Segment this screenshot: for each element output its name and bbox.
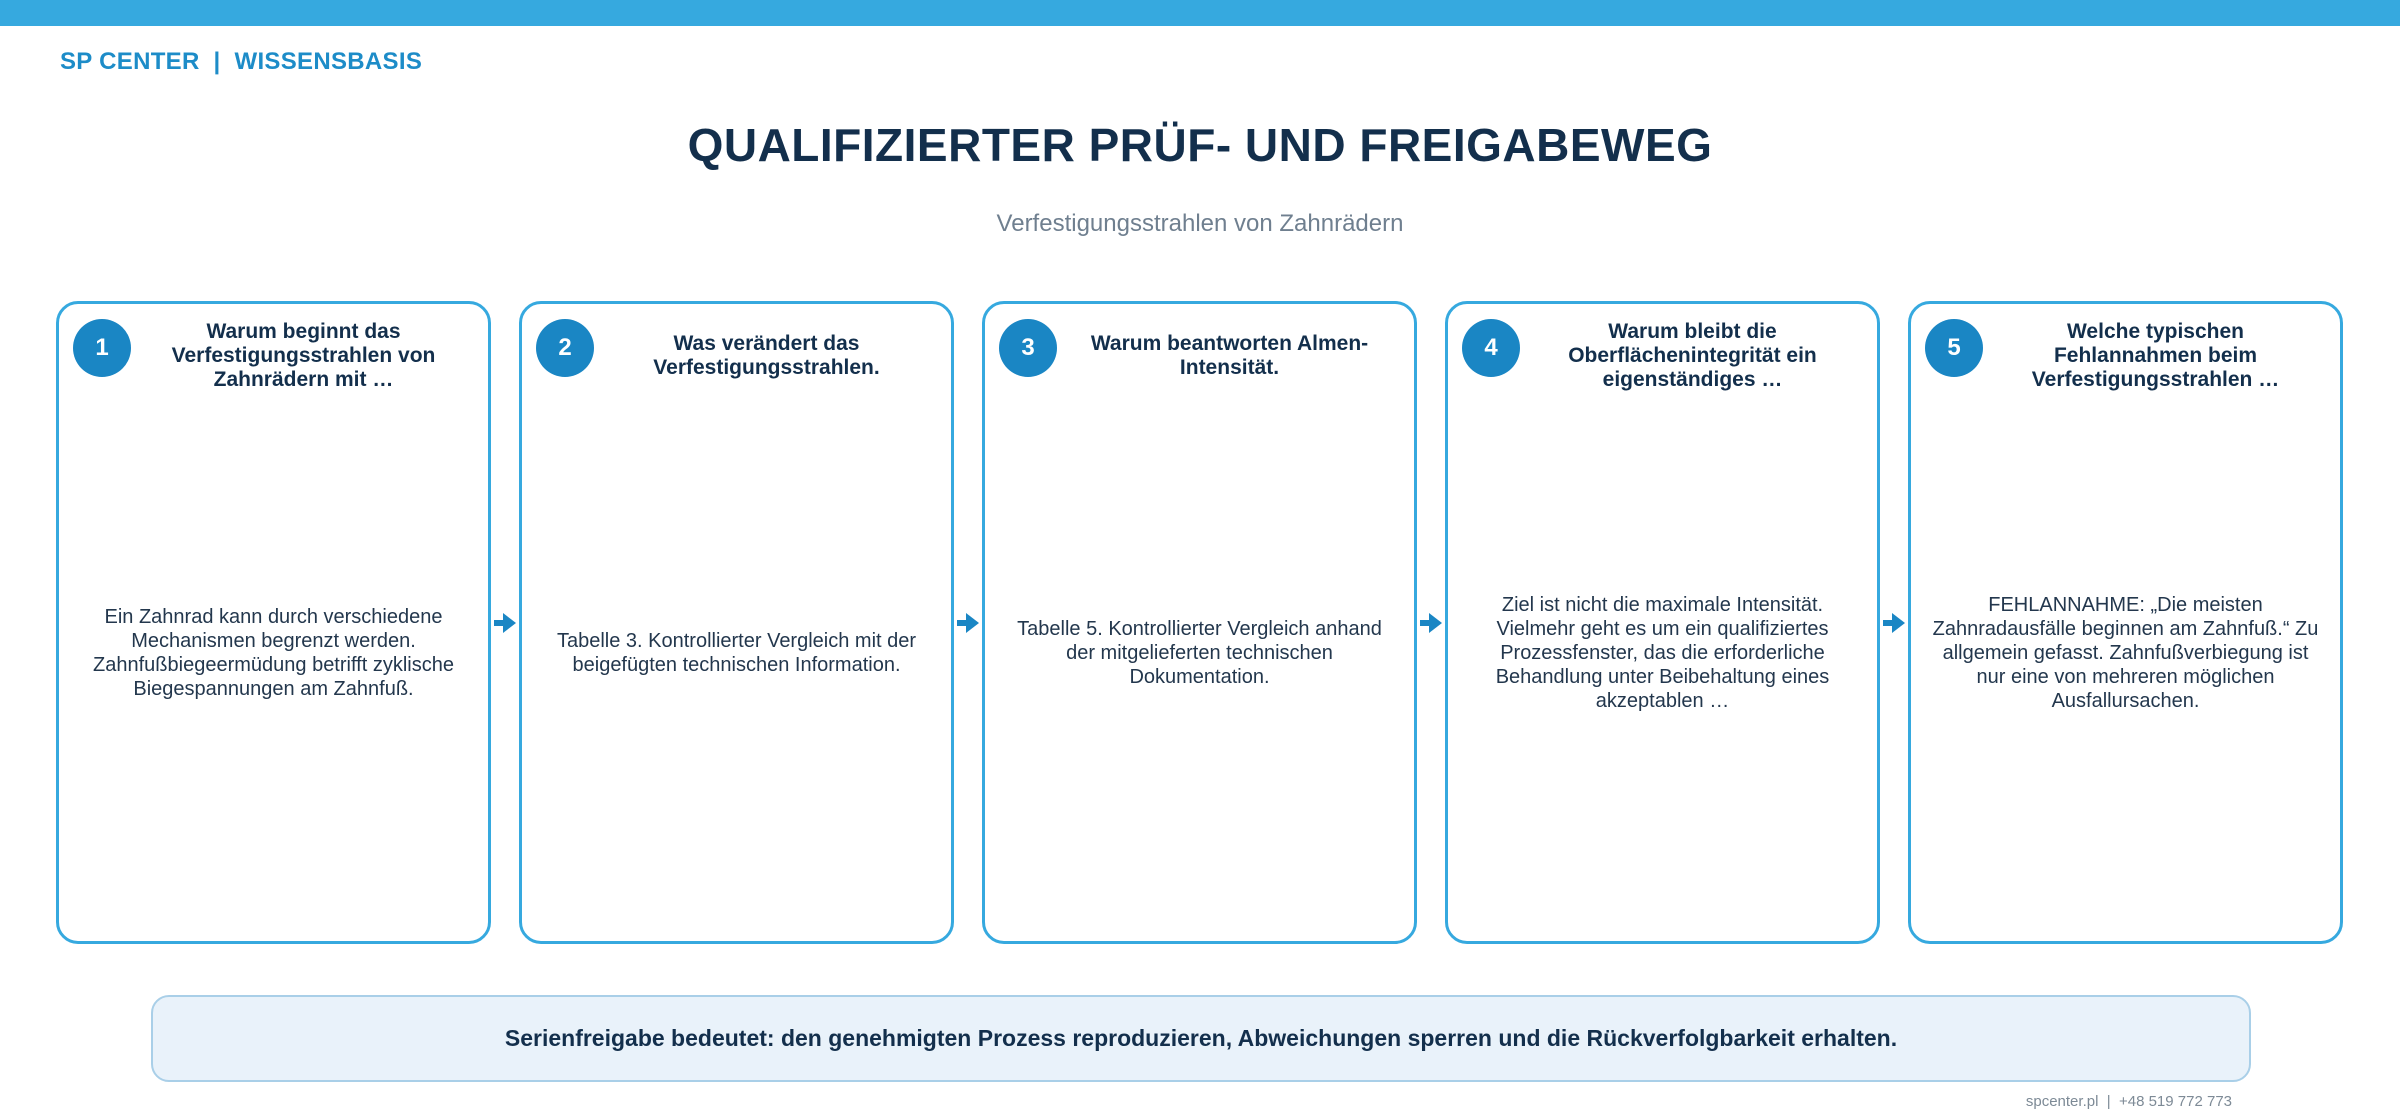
step-body: FEHLANNAHME: „Die meisten Zahnradausfälle beginnen am Zahnfuß.“ Zu allgemein gefasst. Zahnfußverbiegung ist nur eine von mehreren möglichen Ausfallursachen. xyxy=(1932,593,2319,712)
step-number-badge: 2 xyxy=(536,319,594,377)
arrow-right-icon xyxy=(494,611,516,635)
step-body: Ziel ist nicht die maximale Intensität. Vielmehr geht es um ein qualifiziertes Prozessfenster, das die erforderliche Behandlung unter Beibehaltung eines akzeptablen … xyxy=(1495,593,1830,712)
page-subtitle: Verfestigungsstrahlen von Zahnrädern xyxy=(996,210,1404,237)
step-card-3 xyxy=(982,301,1417,944)
step-title: Was verändert das Verfestigungsstrahlen. xyxy=(653,332,880,379)
step-body: Tabelle 3. Kontrollierter Vergleich mit der beigefügten technischen Information. xyxy=(556,629,917,676)
step-title: Welche typischen Fehlannahmen beim Verfestigungsstrahlen … xyxy=(2031,320,2280,391)
step-body: Tabelle 5. Kontrollierter Vergleich anhand der mitgelieferten technischen Dokumentation. xyxy=(1017,617,1382,688)
step-number-badge: 5 xyxy=(1925,319,1983,377)
step-number-badge: 4 xyxy=(1462,319,1520,377)
step-body: Ein Zahnrad kann durch verschiedene Mechanismen begrenzt werden. Zahnfußbiegeermüdung betrifft zyklische Biegespannungen am Zahnfuß. xyxy=(93,605,454,700)
top-accent-bar xyxy=(0,0,2400,26)
step-card-4 xyxy=(1445,301,1880,944)
step-number-badge: 3 xyxy=(999,319,1057,377)
step-card-5 xyxy=(1908,301,2343,944)
step-card-2 xyxy=(519,301,954,944)
brand-label: SP CENTER | WISSENSBASIS xyxy=(60,48,423,75)
step-title: Warum beantworten Almen-Intensität. xyxy=(1090,332,1369,379)
footer-contact: spcenter.pl | +48 519 772 773 xyxy=(2025,1093,2232,1110)
arrow-right-icon xyxy=(957,611,979,635)
page-title: QUALIFIZIERTER PRÜF- UND FREIGABEWEG xyxy=(687,119,1713,171)
arrow-right-icon xyxy=(1420,611,1442,635)
summary-banner xyxy=(151,995,2251,1082)
step-card-1 xyxy=(56,301,491,944)
step-title: Warum bleibt die Oberflächenintegrität ein eigenständiges … xyxy=(1568,320,1817,391)
step-title: Warum beginnt das Verfestigungsstrahlen von Zahnrädern mit … xyxy=(171,320,436,391)
summary-banner-text: Serienfreigabe bedeutet: den genehmigten Prozess reproduzieren, Abweichungen sperren und die Rückverfolgbarkeit erhalten. xyxy=(504,1025,1898,1051)
step-number-badge: 1 xyxy=(73,319,131,377)
arrow-right-icon xyxy=(1883,611,1905,635)
